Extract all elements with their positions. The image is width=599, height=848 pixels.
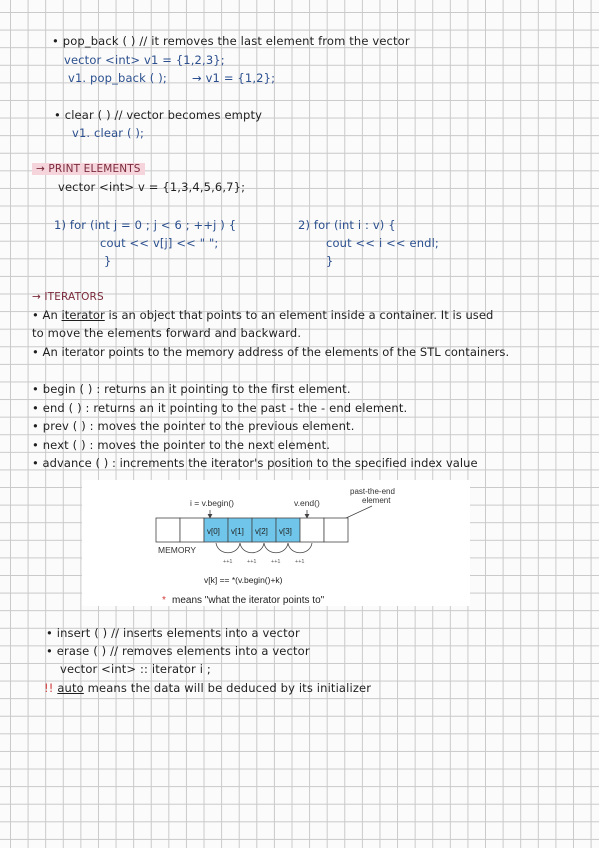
clear-line: • clear ( ) // vector becomes empty: [54, 108, 263, 122]
step-label-2: ++1: [247, 559, 257, 565]
iterator-address-line: • An iterator points to the memory address of the elements of the STL containers.: [32, 345, 510, 359]
step-arc-1: [216, 543, 240, 553]
cell-label-1: v[1]: [231, 527, 244, 536]
pop-back-result: → v1 = {1,2};: [192, 71, 276, 85]
prev-line: • prev ( ) : moves the pointer to the previous element.: [32, 419, 355, 433]
step-arc-3: [264, 543, 288, 553]
loop2-body: cout << i << endl;: [326, 236, 439, 250]
formula: v[k] == *(v.begin()+k): [204, 575, 283, 585]
step-label-4: ++1: [295, 559, 305, 565]
cell-label-0: v[0]: [207, 527, 220, 536]
memory-label: MEMORY: [158, 545, 197, 555]
past-end-label-2: element: [362, 496, 391, 505]
iterator-diagram: [82, 480, 470, 606]
print-elements-heading: → PRINT ELEMENTS: [32, 164, 145, 175]
loop2-close: }: [326, 254, 334, 268]
loop2-header: 2) for (int i : v) {: [298, 218, 396, 232]
memory-cell-empty: [156, 518, 180, 542]
vector-decl-line: vector <int> v1 = {1,2,3};: [64, 53, 225, 67]
memory-cell-empty: [180, 518, 204, 542]
iterator-def-line: • An iterator is an object that points to an element inside a container. It is used: [32, 308, 494, 322]
pop-back-call-line: v1. pop_back ( );: [68, 71, 167, 85]
note-text: means "what the iterator points to": [172, 595, 325, 606]
vector-v-decl-line: vector <int> v = {1,3,4,5,6,7};: [58, 180, 246, 194]
loop1-header: 1) for (int j = 0 ; j < 6 ; ++j ) {: [54, 218, 237, 232]
pop-back-line: • pop_back ( ) // it removes the last element from the vector: [52, 34, 410, 48]
next-line: • next ( ) : moves the pointer to the next element.: [32, 438, 331, 452]
step-label-3: ++1: [271, 559, 281, 565]
step-arc-2: [240, 543, 264, 553]
loop1-close: }: [104, 254, 112, 268]
step-label-1: ++1: [223, 559, 233, 565]
erase-line: • erase ( ) // removes elements into a vector: [46, 644, 310, 658]
memory-cell-empty: [300, 518, 324, 542]
past-end-label-1: past-the-end: [350, 487, 395, 496]
iterator-diagram-svg: [82, 480, 470, 606]
begin-label: i = v.begin(): [190, 498, 235, 508]
begin-line: • begin ( ) : returns an it pointing to the first element.: [32, 382, 351, 396]
memory-cell-empty: [324, 518, 348, 542]
advance-line: • advance ( ) : increments the iterator's position to the specified index value: [32, 456, 478, 470]
clear-call-line: v1. clear ( );: [72, 126, 145, 140]
loop1-body: cout << v[j] << " ";: [100, 236, 219, 250]
iterator-def-line2: to move the elements forward and backward.: [32, 326, 302, 340]
iterators-heading: → ITERATORS: [32, 291, 104, 303]
step-arc-4: [288, 543, 312, 553]
insert-line: • insert ( ) // inserts elements into a vector: [46, 626, 300, 640]
auto-note-line: !! auto means the data will be deduced by its initializer: [44, 681, 372, 695]
cell-label-2: v[2]: [255, 527, 268, 536]
end-line: • end ( ) : returns an it pointing to the past - the - end element.: [32, 401, 408, 415]
cell-label-3: v[3]: [279, 527, 292, 536]
end-label: v.end(): [294, 498, 320, 508]
note-star: *: [162, 595, 166, 606]
iterator-decl-line: vector <int> :: iterator i ;: [60, 662, 211, 676]
